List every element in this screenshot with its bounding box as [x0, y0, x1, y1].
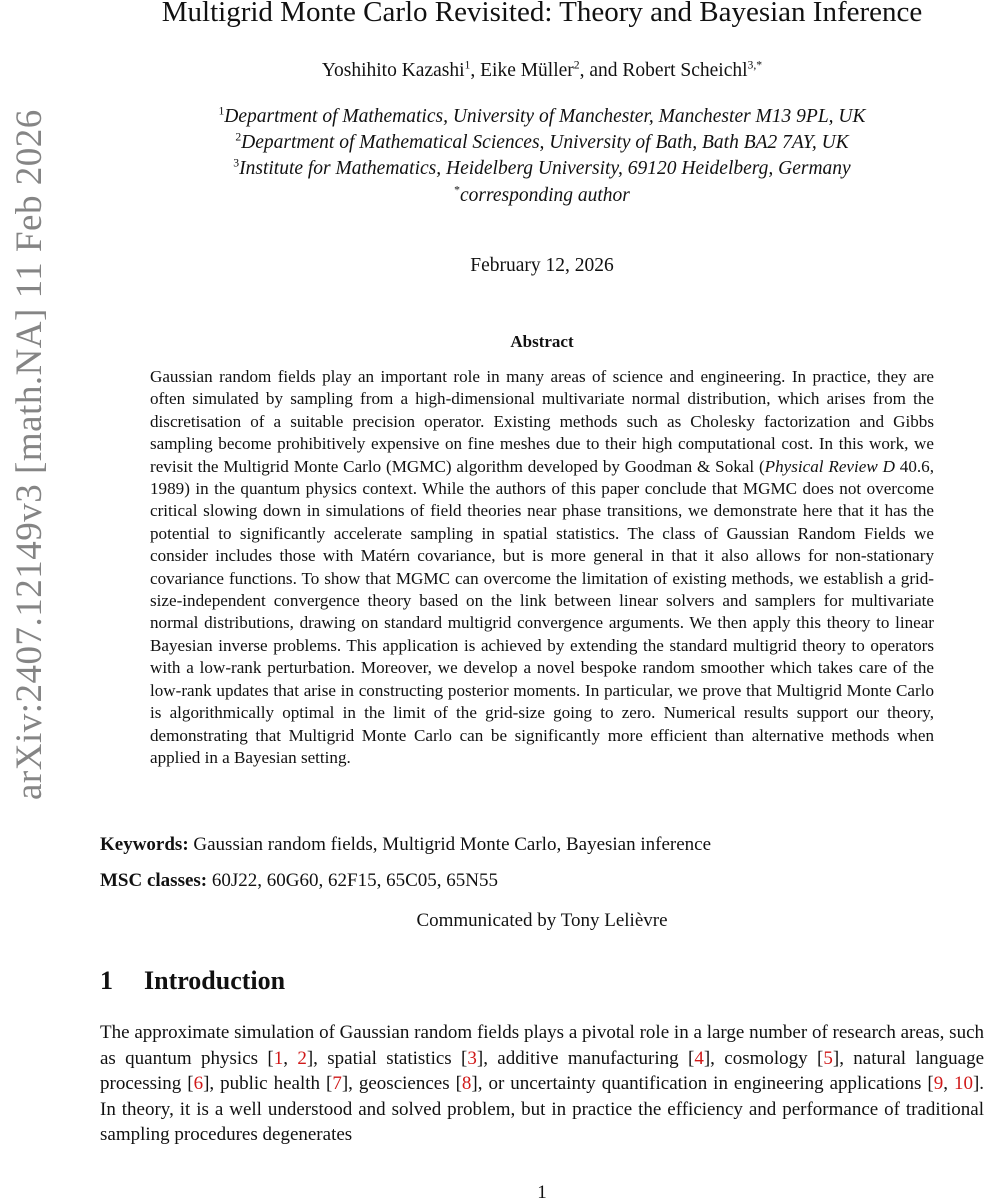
citation-link[interactable]: 4: [694, 1047, 704, 1069]
affiliation-text: Department of Mathematics, University of Manchester, Manchester M13 9PL, UK: [224, 106, 866, 127]
citation-link[interactable]: 7: [332, 1073, 342, 1095]
author-mark: 1: [464, 58, 471, 72]
author-mark: 3,*: [747, 58, 763, 72]
section-number: 1: [100, 966, 113, 995]
citation-link[interactable]: 9: [933, 1073, 944, 1095]
affiliation-mark: *: [454, 183, 460, 197]
msc-label: MSC classes:: [100, 870, 208, 891]
affiliation-mark: 2: [235, 130, 242, 144]
paragraph-text: ,: [943, 1073, 954, 1095]
affiliation-3: [100, 158, 984, 180]
author-list: [100, 60, 984, 82]
msc-classes: [100, 870, 498, 892]
msc-value: 60J22, 60G60, 62F15, 65C05, 65N55: [211, 870, 498, 891]
author-separator: ,: [470, 60, 481, 81]
paragraph-text: ], or uncertainty quantification in engineering applications [: [471, 1073, 934, 1095]
communicated-by: Communicated by Tony Lelièvre: [416, 910, 668, 931]
paper-date: February 12, 2026: [470, 255, 614, 276]
abstract-heading: Abstract: [510, 332, 574, 351]
affiliation-2: [100, 132, 984, 154]
author-separator: , and: [579, 60, 623, 81]
paragraph-text: ], cosmology [: [703, 1047, 824, 1069]
paragraph-text: ], public health [: [203, 1073, 333, 1095]
section-heading: [100, 966, 285, 996]
author-mark: 2: [573, 58, 580, 72]
arxiv-side-stamp: arXiv:2407.12149v3 [math.NA] 11 Feb 2026: [9, 109, 50, 800]
citation-link[interactable]: 3: [467, 1047, 477, 1069]
journal-name: Physical Review D: [764, 456, 895, 476]
abstract-text-part: Gaussian random fields play an important role in many areas of science and engineering. In practice, they are often simulated by sampling from a high-dimensional multivariate normal distribution, which arises from the discretisation of a suitable precision operator. Existing methods such as Cholesky factorization and Gibbs sampling become prohibitively expensive on fine meshes due to their high computational cost. In this work, we revisit the Multigrid Monte Carlo (MGMC) algorithm developed by Goodman & Sokal (: [150, 367, 934, 476]
paragraph-text: ], natural language processing [: [100, 1047, 984, 1095]
affiliation-text: corresponding author: [459, 185, 630, 206]
author-name: Robert Scheichl: [622, 60, 748, 81]
abstract-text: [150, 366, 934, 769]
corresponding-author-note: [100, 185, 984, 207]
citation-link[interactable]: 10: [953, 1073, 973, 1095]
citation-link[interactable]: 1: [273, 1047, 284, 1069]
affiliation-mark: 3: [233, 156, 240, 170]
paper-title: Multigrid Monte Carlo Revisited: Theory and Bayesian Inference: [161, 0, 923, 28]
affiliation-mark: 1: [218, 104, 225, 118]
paragraph-text: ], additive manufacturing [: [476, 1047, 695, 1069]
paragraph-text: ], geosciences [: [341, 1073, 462, 1095]
keywords-label: Keywords:: [100, 834, 189, 855]
paragraph-text: ,: [283, 1047, 298, 1069]
paragraph-text: ]. In theory, it is a well understood and solved problem, but in practice the efficiency and performance of traditional sampling procedures degenerates: [100, 1073, 984, 1146]
keywords: [100, 834, 711, 856]
affiliation-text: Institute for Mathematics, Heidelberg University, 69120 Heidelberg, Germany: [239, 158, 851, 179]
introduction-paragraph: [100, 1020, 984, 1148]
affiliation-1: [100, 106, 984, 128]
citation-link[interactable]: 8: [461, 1073, 472, 1095]
paragraph-text: The approximate simulation of Gaussian random fields plays a pivotal role in a large number of research areas, such as quantum physics [: [100, 1022, 984, 1069]
citation-link[interactable]: 6: [193, 1073, 204, 1095]
author-name: Eike Müller: [480, 60, 574, 81]
citation-link[interactable]: 5: [823, 1047, 833, 1069]
paragraph-text: ], spatial statistics [: [306, 1047, 468, 1069]
page-number: 1: [537, 1182, 547, 1203]
abstract-text-part: 40.6, 1989) in the quantum physics context. While the authors of this paper conclude that MGMC does not overcome critical slowing down in simulations of field theories near phase transitions, we demonstrate here that it has the potential to significantly accelerate sampling in spatial statistics. The class of Gaussian Random Fields we consider includes those with Matérn covariance, but is more general in that it also allows for non-stationary covariance functions. To show that MGMC can overcome the limitation of existing methods, we establish a grid-size-independent convergence theory based on the link between linear solvers and samplers for multivariate normal distributions, drawing on standard multigrid convergence arguments. We then apply this theory to linear Bayesian inverse problems. This application is achieved by extending the standard multigrid theory to operators with a low-rank perturbation. Moreover, we develop a novel bespoke random smoother which takes care of the low-rank updates that arise in constructing posterior moments. In particular, we prove that Multigrid Monte Carlo is algorithmically optimal in the limit of the grid-size going to zero. Numerical results support our theory, demonstrating that Multigrid Monte Carlo can be significantly more efficient than alternative methods when applied in a Bayesian setting.: [150, 456, 934, 767]
affiliation-text: Department of Mathematical Sciences, University of Bath, Bath BA2 7AY, UK: [241, 132, 849, 153]
section-title: Introduction: [144, 966, 286, 995]
keywords-value: Gaussian random fields, Multigrid Monte Carlo, Bayesian inference: [193, 834, 712, 855]
citation-link[interactable]: 2: [297, 1047, 307, 1069]
author-name: Yoshihito Kazashi: [321, 60, 465, 81]
